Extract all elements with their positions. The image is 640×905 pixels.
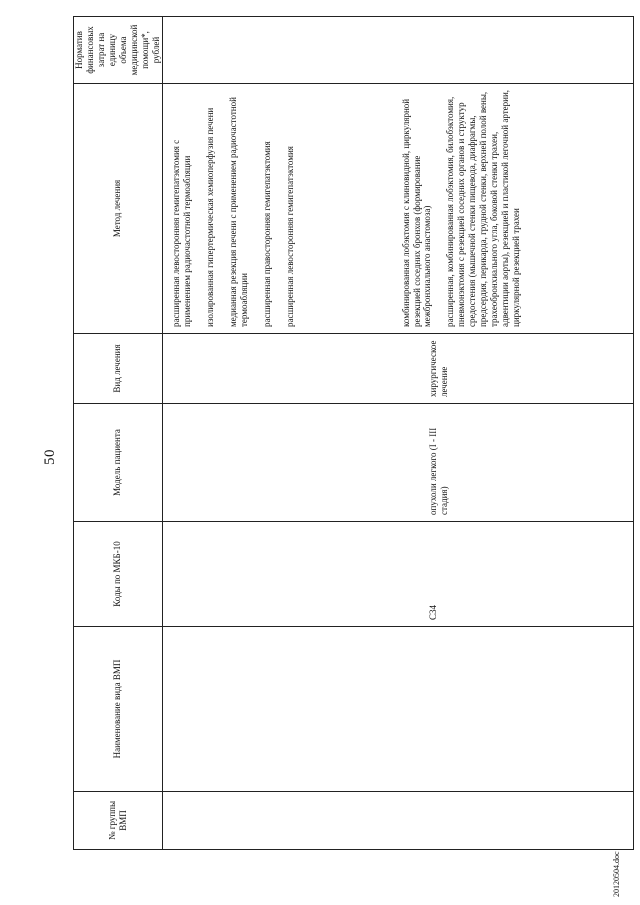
method-item: расширенная левосторонняя гемигепатэктомия [284,146,295,327]
col-header-mkb-codes: Коды по МКБ-10 [74,522,163,627]
mkb-code-text: C34 [427,604,438,620]
treatment-type-text: хирургическое лечение [427,340,449,397]
method-item: медианная резекция печени с применением радиочастотной термоабляции [227,97,249,327]
cell-vmp-name [162,627,633,792]
method-item: изолированная гипертермическая хемиоперфузия печени [204,107,215,327]
table-header-row [74,17,163,850]
file-footer: 20120504.doc [612,851,621,897]
cell-patient-model [162,404,633,522]
vmp-table [73,16,634,850]
cell-treatment-type [162,334,633,404]
col-header-treatment-method: Метод лечения [74,84,163,334]
cell-mkb-code [162,522,633,627]
patient-model-text: опухоли легкого (I - III стадия) [427,427,449,515]
col-header-treatment-type: Вид лечения [74,334,163,404]
col-header-group-number: № группы ВМП [74,792,163,850]
cell-cost-norm [162,17,633,84]
cell-group-number [162,792,633,850]
col-header-patient-model: Модель пациента [74,404,163,522]
col-header-cost-norm: Норматив финансовых затрат на единицу объема медицинской помощи*, рублей [74,17,163,84]
cell-treatment-methods [162,84,633,334]
page-number: 50 [42,449,58,465]
method-item: комбинированная лобэктомия с клиновидной, циркулярной резекцией соседних бронхов (формирование межбронхиального анастомоза) [400,98,433,327]
col-header-vmp-name: Наименование вида ВМП [74,627,163,792]
method-item: расширенная правосторонняя гемигепатэктомия [261,141,272,327]
method-item: расширенная, комбинированная лобэктомия, билобэктомия, пневмонэктомия с резекцией соседних органов и структур средостения (мышечной стенки пищевода, диафрагмы, предсердия, перикарда, грудной стенки, верхней полой вены, трахеобронхиального угла, боковой стенки трахеи, адвентиции аорты), резекцией и пластикой легочной артерии, циркулярной резекцией трахеи [445,89,522,327]
method-item: расширенная левосторонняя гемигепатэктомия с применением радиочастотной термоабляции [170,139,192,327]
table-row [162,17,633,850]
